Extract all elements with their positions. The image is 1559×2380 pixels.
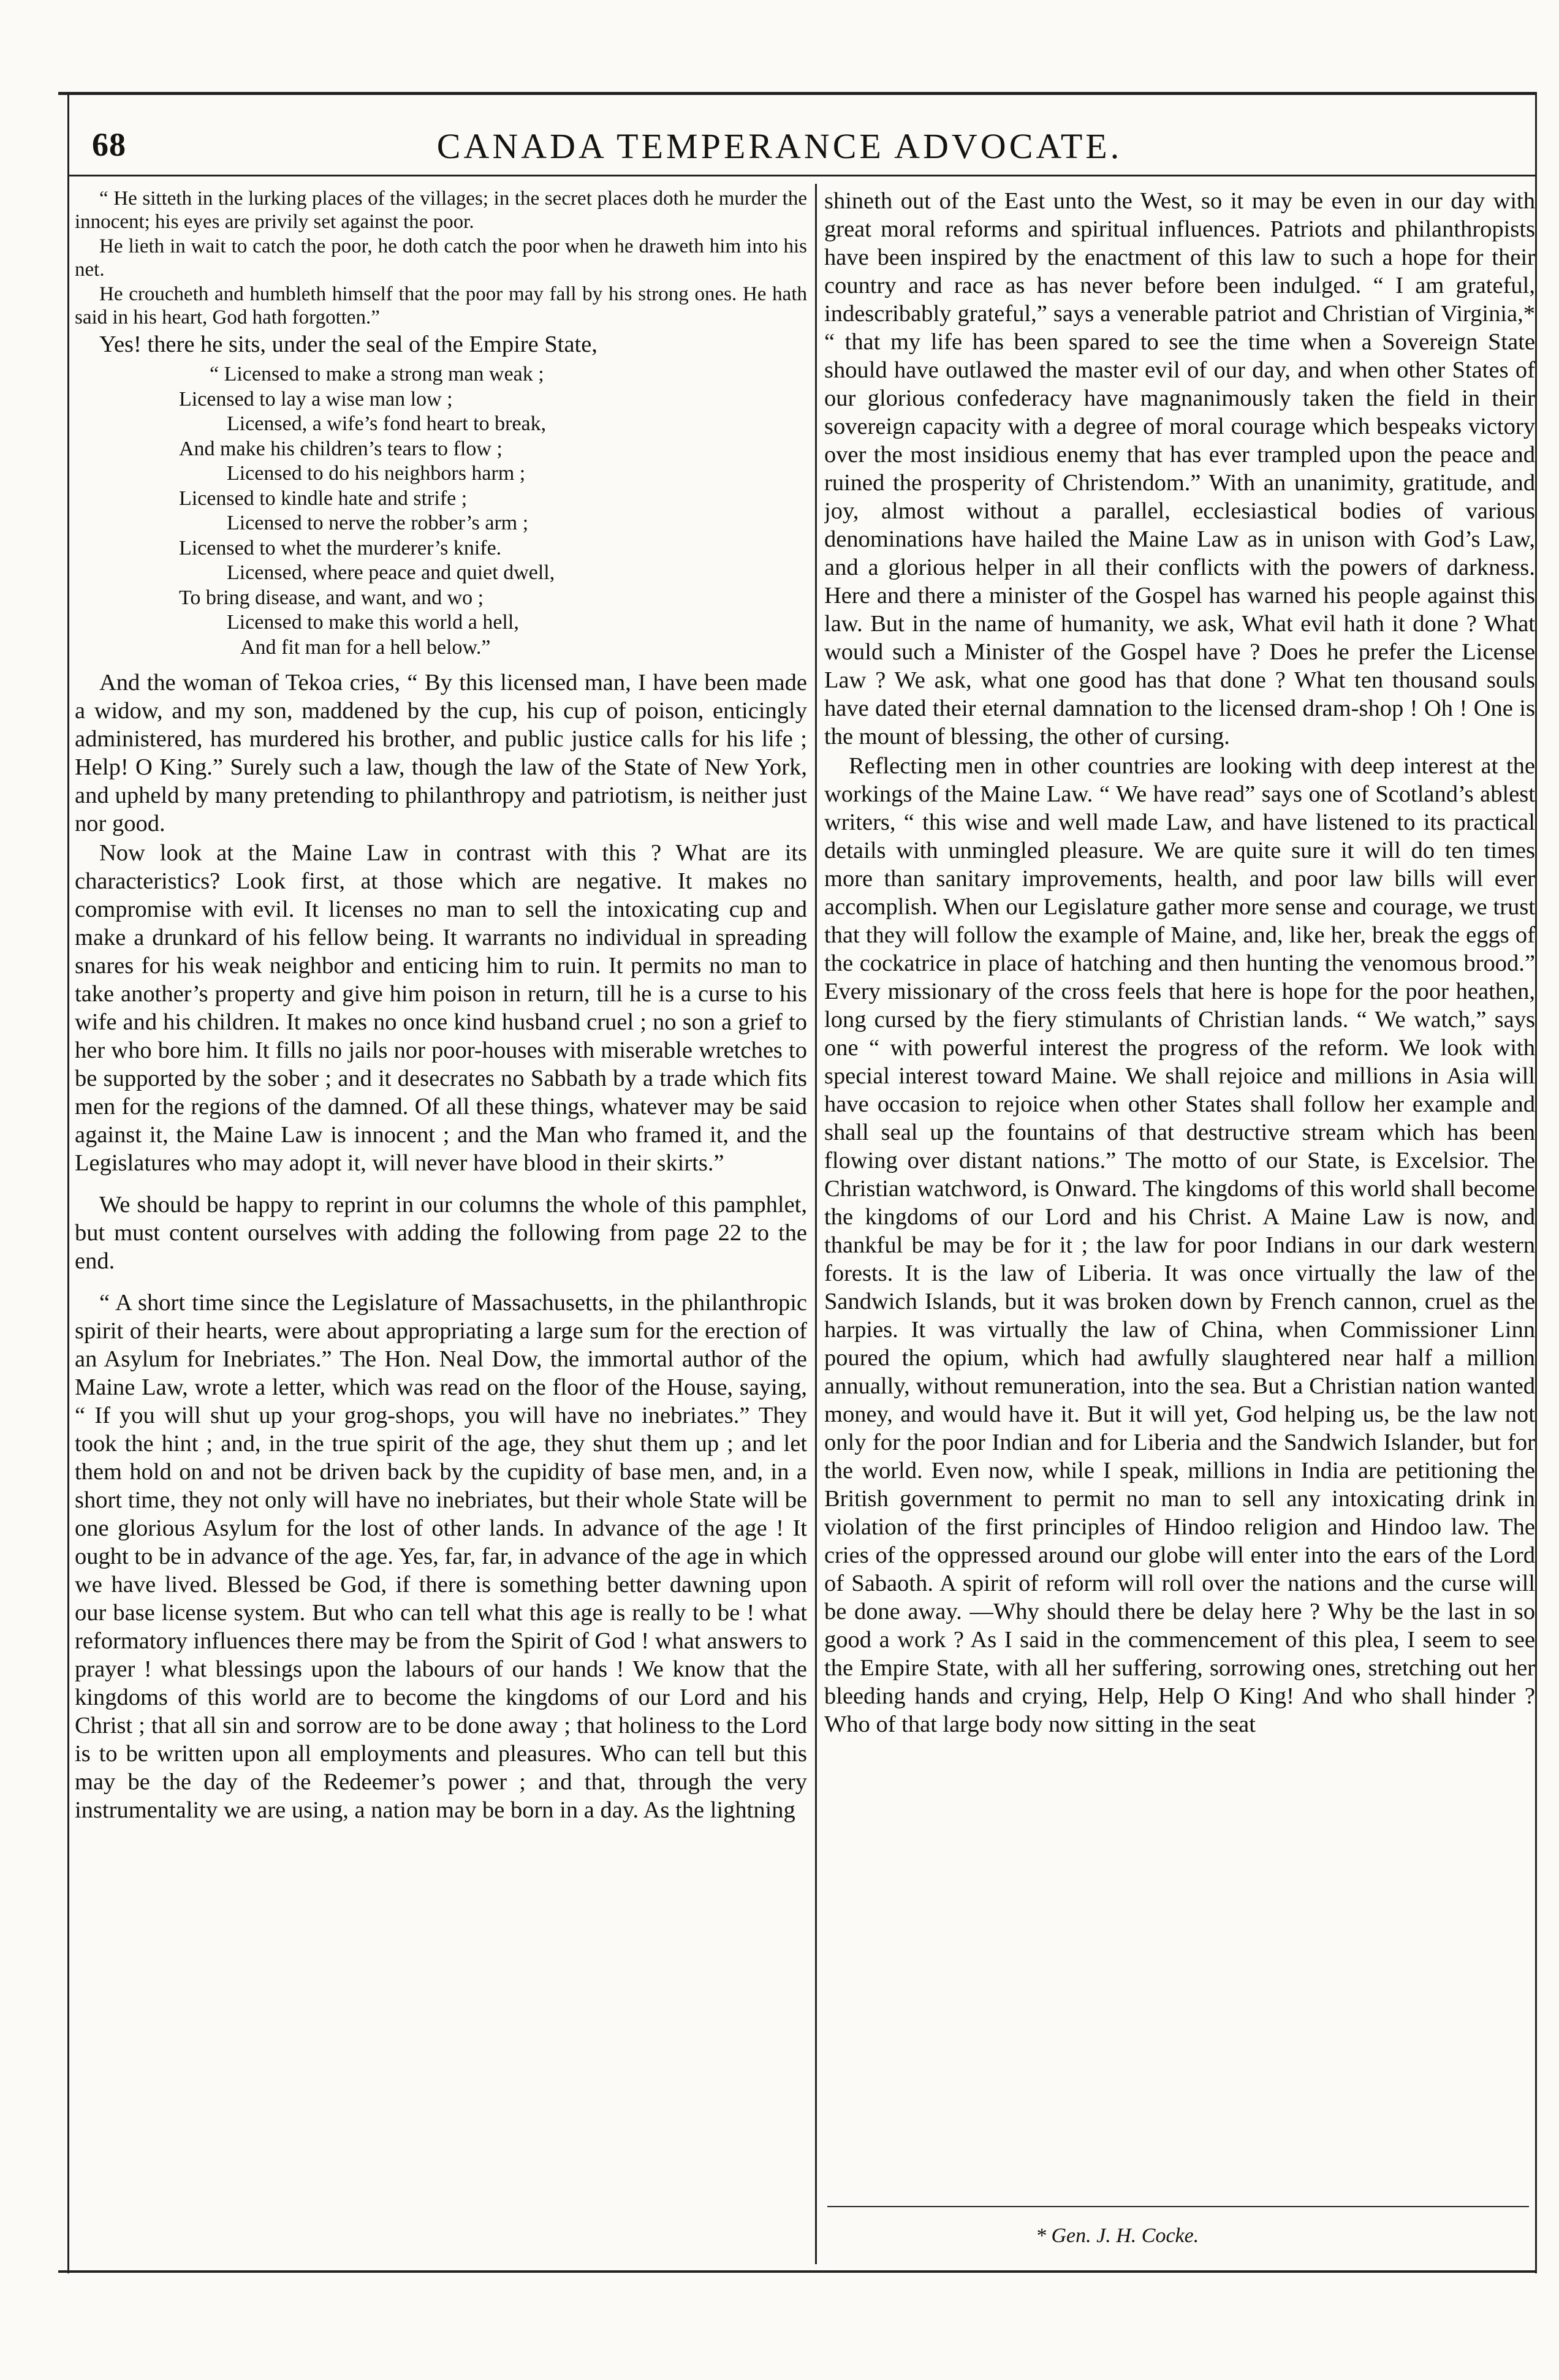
top-border-rule	[58, 92, 1535, 95]
right-border-rule	[1535, 92, 1537, 2273]
running-title: CANADA TEMPERANCE ADVOCATE.	[436, 126, 1123, 166]
poem-line: Licensed, a wife’s fond heart to break,	[227, 412, 547, 435]
footnote: * Gen. J. H. Cocke.	[1036, 2224, 1199, 2247]
poem-line: And make his children’s tears to flow ;	[179, 437, 503, 460]
poem-intro: Yes! there he sits, under the seal of the Empire State,	[99, 332, 597, 357]
scripture-verse: He croucheth and humbleth himself that the poor may fall by his strong ones. He hath said in his heart, God hath forgotten.”	[75, 283, 807, 328]
poem-line: To bring disease, and want, and wo ;	[179, 586, 484, 609]
scripture-verse: He lieth in wait to catch the poor, he doth catch the poor when he draweth him into his net.	[75, 235, 807, 281]
poem-line: Licensed to make this world a hell,	[227, 611, 519, 634]
body-paragraph: “ A short time since the Legislature of Massachusetts, in the philanthropic spirit of their hearts, were about appropriating a large sum for the erection of an Asylum for Inebriates.” The Hon. Neal Dow, the immortal author of the Maine Law, wrote a letter, which was read on the floor of the House, saying, “ If you will shut up your grog-shops, you will have no inebriates.” They took the hint ; and, in the true spirit of the age, they shut them up ; and let them hold on and not be driven back by the cupidity of base men, and, in a short time, they not only will have no inebriates, but their whole State will be one glorious Asylum for the lost of other lands. In advance of the age ! It ought to be in advance of the age. Yes, far, far, in advance of the age in which we have lived. Blessed be God, if there is something better dawning upon our base license system. But who can tell what this age is really to be ! what reformatory influences there may be from the Spirit of God ! what answers to prayer ! what blessings upon the labours of our hands ! We know that the kingdoms of this world are to become the kingdoms of our Lord and his Christ ; that all sin and sorrow are to be done away ; that holiness to the Lord is to be written upon all employments and pleasures. Who can tell but this may be the day of the Redeemer’s power ; and that, through the very instrumentality we are using, a nation may be born in a day. As the lightning	[75, 1290, 807, 1823]
poem-line: Licensed to kindle hate and strife ;	[179, 487, 468, 510]
editorial-note: We should be happy to reprint in our columns the whole of this pamphlet, but must content ourselves with adding the following from page 22 to the end.	[75, 1192, 807, 1274]
bottom-border-rule	[58, 2270, 1535, 2273]
poem-line: Licensed to do his neighbors harm ;	[227, 462, 526, 485]
body-paragraph: Reflecting men in other countries are looking with deep interest at the workings of the Maine Law. “ We have read” says one of Scotland’s ablest writers, “ this wise and well made Law, and have listened to its practical details with unmingled pleasure. We are quite sure it will do ten times more than sanitary improvements, health, and poor law bills will ever accomplish. When our Legislature gather more sense and courage, we trust that they will follow the example of Maine, and, like her, break the eggs of the cockatrice in place of hatching and then hunting the venomous brood.” Every missionary of the cross feels that here is hope for the poor heathen, long cursed by the fiery stimulants of Christian lands. “ We watch,” says one “ with powerful interest the progress of the reform. We look with special interest toward Maine. We shall rejoice and millions in Asia will have occasion to rejoice when other States shall follow her example and shall seal up the fountains of that destructive stream which has been flowing over distant nations.” The motto of our State, is Excelsior. The Christian watchword, is Onward. The kingdoms of this world shall become the kingdoms of our Lord and his Christ. A Maine Law is now, and thankful be may be for it ; the law for poor Indians in our dark western forests. It is the law of Liberia. It was once virtually the law of the Sandwich Islands, but it was broken down by French cannon, cruel as the harpies. It was virtually the law of China, when Commissioner Linn poured the opium, which had awfully slaughtered near half a million annually, without remuneration, into the sea. But a Christian nation wanted money, and would have it. But it will yet, God helping us, be the law not only for the poor Indian and for Liberia and the Sandwich Islander, but for the world. Even now, while I speak, millions in India are petitioning the British government to permit no man to sell any intoxicating drink in violation of the first principles of Hindoo religion and Hindoo law. The cries of the oppressed around our globe will enter into the ears of the Lord of Sabaoth. A spirit of reform will roll over the nations and the curse will be done away. —Why should there be delay here ? Why be the last in so good a work ? As I said in the commencement of this plea, I seem to see the Empire State, with all her suffering, sorrowing ones, stretching out her bleeding hands and crying, Help, Help O King! And who shall hinder ? Who of that large body now sitting in the seat	[824, 753, 1535, 1737]
poem-line: “ Licensed to make a strong man weak ;	[210, 363, 544, 385]
poem-line: Licensed to whet the murderer’s knife.	[179, 536, 502, 559]
poem-line: Licensed, where peace and quiet dwell,	[227, 561, 555, 584]
right-column	[824, 187, 1535, 2197]
left-border-rule	[67, 92, 69, 2273]
licensed-poem	[75, 362, 807, 660]
scripture-verse: “ He sitteth in the lurking places of the villages; in the secret places doth he murder the innocent; his eyes are privily set against the poor.	[75, 188, 807, 233]
column-divider-rule	[815, 184, 817, 2264]
body-paragraph: Now look at the Maine Law in contrast with this ? What are its characteristics? Look first, at those which are negative. It makes no compromise with evil. It licenses no man to sell the intoxicating cup and make a drunkard of his fellow being. It warrants no individual in spreading snares for his weak neighbor and enticing him to ruin. It permits no man to take another’s property and give him poison in return, till he is a curse to his wife and his children. It makes no once kind husband cruel ; no son a grief to her who bore him. It fills no jails nor poor-houses with miserable wretches to be supported by the sober ; and it desecrates no Sabbath by a trade which fits men for the regions of the damned. Of all these things, whatever may be said against it, the Maine Law is innocent ; and the Man who framed it, and the Legislatures who may adopt it, will never have blood in their skirts.”	[75, 840, 807, 1176]
footnote-rule	[827, 2206, 1529, 2207]
poem-line: And fit man for a hell below.”	[240, 635, 491, 659]
header-rule	[67, 175, 1535, 176]
body-paragraph: And the woman of Tekoa cries, “ By this licensed man, I have been made a widow, and my son, maddened by the cup, his cup of poison, enticingly administered, has murdered his brother, and public justice calls for his life ; Help! O King.” Surely such a law, though the law of the State of New York, and upheld by many pretending to philanthropy and patriotism, is neither just nor good.	[75, 670, 807, 836]
body-paragraph: shineth out of the East unto the West, so it may be even in our day with great moral reforms and spiritual influences. Patriots and philanthropists have been inspired by the enactment of this law to such a hope for their country and race as has never before been indulged. “ I am grateful, indescribably grateful,” says a venerable patriot and Christian of Virginia,* “ that my life has been spared to see the time when a Sovereign State should have outlawed the master evil of our day, and when other States of our glorious confederacy have magnanimously taken the field in their sovereign capacity with a degree of moral courage which bespeaks victory over the most insidious enemy that has ever trampled upon the peace and ruined the prosperity of Christendom.” With an unanimity, gratitude, and joy, almost without a parallel, ecclesiastical bodies of various denominations have hailed the Maine Law as in unison with God’s Law, and a glorious helper in all their conflicts with the powers of darkness. Here and there a minister of the Gospel has warned his people against this law. But in the name of humanity, we ask, What evil hath it done ? What would such a Minister of the Gospel have ? Does he prefer the License Law ? We ask, what one good has that done ? What ten thousand souls have dated their eternal damnation to the licensed dram-shop ! Oh ! One is the mount of blessing, the other of cursing.	[824, 188, 1535, 749]
left-column	[75, 187, 807, 2252]
poem-line: Licensed to lay a wise man low ;	[179, 387, 453, 411]
poem-line: Licensed to nerve the robber’s arm ;	[227, 512, 529, 534]
page-number: 68	[92, 126, 126, 163]
